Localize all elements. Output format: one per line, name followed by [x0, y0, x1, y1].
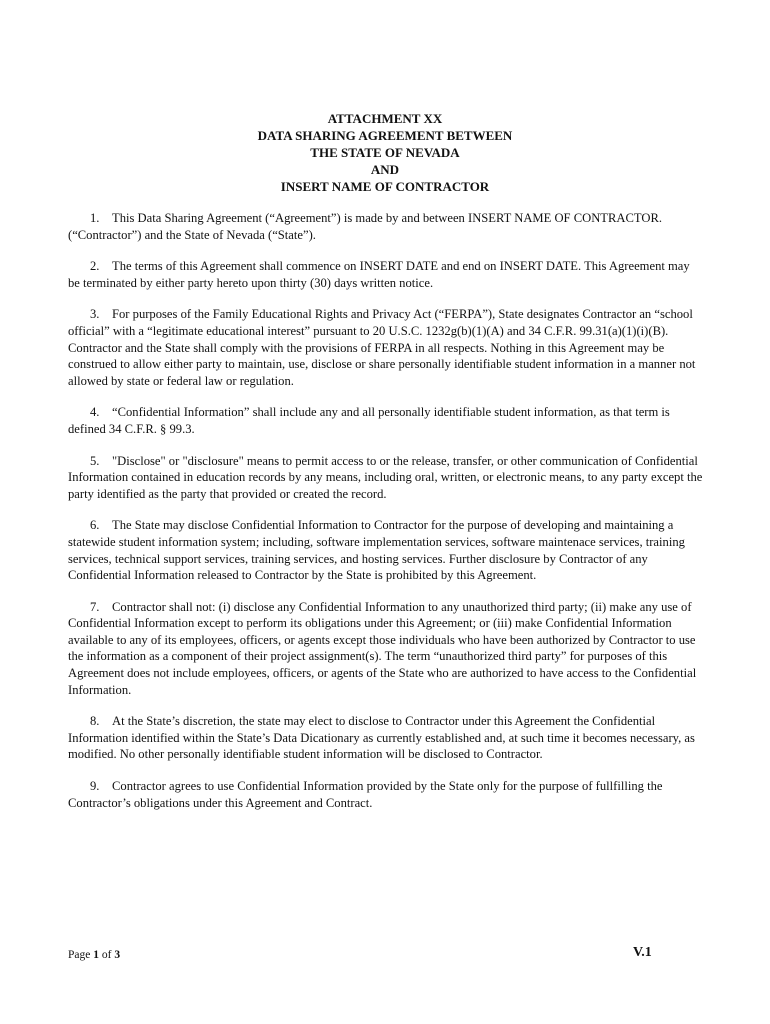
page-word: Page	[68, 949, 91, 961]
paragraph-8	[68, 713, 704, 763]
paragraph-text: At the State’s discretion, the state may elect to disclose to Contractor under this Agreement the Confidential Information identified within the State’s Data Dicationary as currently established and, at such time it becomes necessary, as modified. No other personally identifiable student information will be disclosed to Contractor.	[68, 714, 695, 762]
document-body	[68, 210, 704, 826]
paragraph-text: For purposes of the Family Educational Rights and Privacy Act (“FERPA”), State designates Contractor an “school official” with a “legitimate educational interest” pursuant to 20 U.S.C. 1232g(b)(1)(A) and 34 C.F.R. 99.31(a)(1)(i)(B). Contractor and the State shall comply with the provisions of FERPA in all respects. Nothing in this Agreement may be construed to allow either party to maintain, use, disclose or share personally identifiable student information in a manner not allowed by state or federal law or regulation.	[68, 307, 696, 388]
heading-line-attachment: ATTACHMENT XX	[327, 111, 443, 126]
paragraph-number: 2.	[90, 259, 100, 274]
page-number	[68, 948, 120, 962]
paragraph-number: 6.	[90, 518, 100, 533]
paragraph-number: 4.	[90, 405, 100, 420]
paragraph-5	[68, 453, 704, 503]
paragraph-6	[68, 517, 704, 583]
paragraph-text: The terms of this Agreement shall commence on INSERT DATE and end on INSERT DATE. This Agreement may be terminated by either party hereto upon thirty (30) days written notice.	[68, 259, 690, 290]
paragraph-number: 1.	[90, 211, 100, 225]
paragraph-number: 8.	[90, 714, 100, 729]
paragraph-1	[68, 210, 704, 243]
heading-line-state: THE STATE OF NEVADA	[310, 145, 460, 160]
heading-line-and: AND	[370, 162, 400, 177]
document-heading	[0, 110, 770, 195]
page-total: 3	[114, 949, 121, 961]
paragraph-text: The State may disclose Confidential Information to Contractor for the purpose of developing and maintaining a statewide student information system; including, software implementation services, software maintenace services, training services, technical support services, training services, and hosting services. Further disclosure by Contractor of any Confidential Information released to Contractor by the State is prohibited by this Agreement.	[68, 518, 685, 583]
page-current: 1	[93, 949, 99, 961]
paragraph-number: 9.	[90, 779, 100, 794]
paragraph-3	[68, 306, 704, 389]
paragraph-2	[68, 258, 704, 291]
paragraph-4	[68, 404, 704, 437]
paragraph-number: 7.	[90, 599, 100, 614]
version-label: V.1	[633, 945, 652, 960]
paragraph-text: Contractor agrees to use Confidential Information provided by the State only for the purpose of fullfilling the Contractor’s obligations under this Agreement and Contract.	[68, 779, 663, 810]
page-of-word: of	[101, 949, 112, 961]
paragraph-7	[68, 599, 704, 699]
paragraph-text: This Data Sharing Agreement (“Agreement”) is made by and between INSERT NAME OF CONTRACTOR. (“Contractor”) and the State of Nevada (“State”).	[68, 211, 662, 242]
paragraph-number: 3.	[90, 307, 100, 322]
paragraph-text: Contractor shall not: (i) disclose any Confidential Information to any unauthorized third party; (ii) make any use of Confidential Information except to perform its obligations under this Agreement; or (iii) make Confidential Information available to any of its employees, officers, or agents except those individuals who have been authorized by Contractor to use the information as a component of their project assignment(s). The term “unauthorized third party” for purposes of this Agreement does not include employees, officers, or agents of the State who are authorized to have access to the Confidential Information.	[68, 599, 697, 697]
paragraph-number: 5.	[90, 453, 100, 468]
paragraph-text: "Disclose" or "disclosure" means to permit access to or the release, transfer, or other communication of Confidential Information contained in education records by any means, including oral, written, or electronic means, to any party except the party identified as the party that provided or created the record.	[68, 453, 703, 501]
paragraph-9	[68, 778, 704, 811]
paragraph-text: “Confidential Information” shall include any and all personally identifiable student information, as that term is defined 34 C.F.R. § 99.3.	[68, 405, 670, 436]
heading-line-agreement: DATA SHARING AGREEMENT BETWEEN	[257, 128, 513, 143]
heading-line-contractor: INSERT NAME OF CONTRACTOR	[280, 179, 490, 194]
